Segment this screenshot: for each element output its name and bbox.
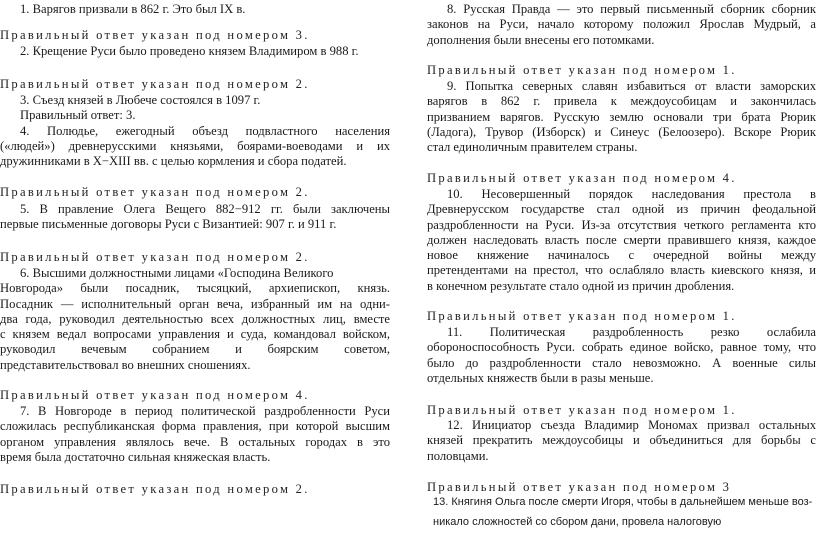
text-line: дополнения были внесены его потомками. xyxy=(427,32,655,47)
text-line: 12. Инициатор съезда Владимир Мономах призвал остальных xyxy=(447,418,816,432)
answer-note: Правильный ответ указан под номером 2. xyxy=(0,250,310,264)
text-line: два года, руководил деятельностью всех должностных лиц, вместе xyxy=(0,311,390,326)
text-line: новое княжение начиналось с очередной войны между xyxy=(427,248,816,263)
text-line: 13. Княгиня Ольга после смерти Игоря, чтобы в дальнейшем меньше воз- xyxy=(433,496,813,508)
text-line: Посадник — исполнительный орган веча, избранный им на одни- xyxy=(0,296,390,311)
text-line: 5. В правление Олега Вещего 882−912 гг. были заключены xyxy=(20,202,390,216)
text-line: с князем ведал вопросами управления и суда, командовал войском, xyxy=(0,327,390,342)
question-2-explanation xyxy=(0,44,390,59)
text-line: раздробленности на Руси. Из-за отсутствия четкого регламента кто xyxy=(427,217,816,232)
text-line: 8. Русская Правда — это первый письменный сборник сборник xyxy=(447,2,816,16)
text-line: сложилась республиканская форма правления, при которой высшим xyxy=(0,419,390,434)
text-line: 3. Съезд князей в Любече состоялся в 1097 г. xyxy=(20,93,261,107)
text-line: Правильный ответ: 3. xyxy=(20,108,136,123)
text-line: (Ладога), Трувор (Изборск) и Синеус (Белоозеро). Вскоре Рюрик xyxy=(427,124,816,139)
answer-note: Правильный ответ указан под номером 2. xyxy=(0,77,310,91)
text-line: законов на Руси, начало которому положил Ярослав Мудрый, а xyxy=(427,17,816,32)
text-line: руководил вечевым собранием и боярским советом, xyxy=(0,342,390,357)
text-line: было до раздробленности стало невозможно. А военные силы xyxy=(427,355,816,370)
answer-note: Правильный ответ указан под номером 4. xyxy=(427,171,737,185)
answer-note: Правильный ответ указан под номером 4. xyxy=(0,388,310,402)
question-3-4-explanation xyxy=(0,93,390,169)
text-line: 10. Несовершенный порядок наследования престола в xyxy=(447,187,816,201)
text-line: 11. Политическая раздробленность резко ослабила xyxy=(447,325,816,339)
answer-note: Правильный ответ указан под номером 1. xyxy=(427,63,737,77)
question-1-explanation xyxy=(0,2,390,17)
text-line: 1. Варягов призвали в 862 г. Это был IX в. xyxy=(20,2,246,16)
question-10-explanation xyxy=(427,187,816,294)
text-line: 4. Полюдье, ежегодный объезд подвластного населения xyxy=(20,123,390,138)
text-line: 2. Крещение Руси было проведено князем Владимиром в 988 г. xyxy=(20,44,359,58)
text-line: варягов в 862 г. привела к междоусобицам и закончилась xyxy=(427,94,816,109)
text-line: призванием варягов. Русскую землю основали три брата Рюрик xyxy=(427,109,816,124)
text-line: дружинниками в X−XIII вв. с целью кормления и сбора податей. xyxy=(0,154,347,169)
text-line: Новгорода» были посадник, тысяцкий, архиепископ, князь. xyxy=(0,281,390,296)
text-line: («людей») древнерусскими князьями, боярами-воеводами и их xyxy=(0,138,390,153)
text-line: в конечном результате стало одной из причин дробления. xyxy=(427,278,735,293)
text-line: князей прекратить междоусобицы и объединиться для борьбы с xyxy=(427,433,816,448)
answer-note: Правильный ответ указан под номером 1. xyxy=(427,403,737,417)
answer-note: Правильный ответ указан под номером 1. xyxy=(427,309,737,323)
text-line: отдельных княжеств были в разы меньше. xyxy=(427,370,654,385)
question-12-explanation xyxy=(427,418,816,464)
text-line: никало сложностей со сбором дани, провела налоговую xyxy=(433,516,722,528)
question-9-explanation xyxy=(427,79,816,155)
question-6-explanation xyxy=(0,266,390,373)
answer-note: Правильный ответ указан под номером 2. xyxy=(0,482,310,496)
question-13-explanation xyxy=(433,492,816,532)
text-line: первые письменные договоры Руси с Византией: 907 г. и 911 г. xyxy=(0,217,337,232)
answer-note: Правильный ответ указан под номером 3 xyxy=(427,480,732,494)
text-line: половцами. xyxy=(427,448,489,463)
answer-note: Правильный ответ указан под номером 3. xyxy=(0,28,310,42)
question-5-explanation xyxy=(0,202,390,233)
text-line: органом управления являлось вече. В остальных городах в это xyxy=(0,434,390,449)
text-line: представительствовал во внешних сношениях. xyxy=(0,357,251,372)
text-line: 6. Высшими должностными лицами «Господина Великого xyxy=(20,266,334,280)
answer-note: Правильный ответ указан под номером 2. xyxy=(0,185,310,199)
question-8-explanation xyxy=(427,2,816,48)
text-line: претендентами на престол, что ослабляло власть киевского князя, и xyxy=(427,263,816,278)
text-line: стал единоличным правителем страны. xyxy=(427,140,638,155)
text-line: должен наследовать власть после смерти правившего князя, каждое xyxy=(427,232,816,247)
text-line: 9. Попытка северных славян избавиться от власти заморских xyxy=(447,79,816,93)
text-line: обороноспособность Руси. собрать единое войско, равное тому, что xyxy=(427,340,816,355)
question-11-explanation xyxy=(427,325,816,386)
question-7-explanation xyxy=(0,404,390,465)
text-line: 7. В Новгороде в период политической раздробленности Руси xyxy=(20,404,390,418)
text-line: время была достаточно сильная княжеская власть. xyxy=(0,449,271,464)
text-line: Древнерусском государстве стал одной из причин феодальной xyxy=(427,202,816,217)
